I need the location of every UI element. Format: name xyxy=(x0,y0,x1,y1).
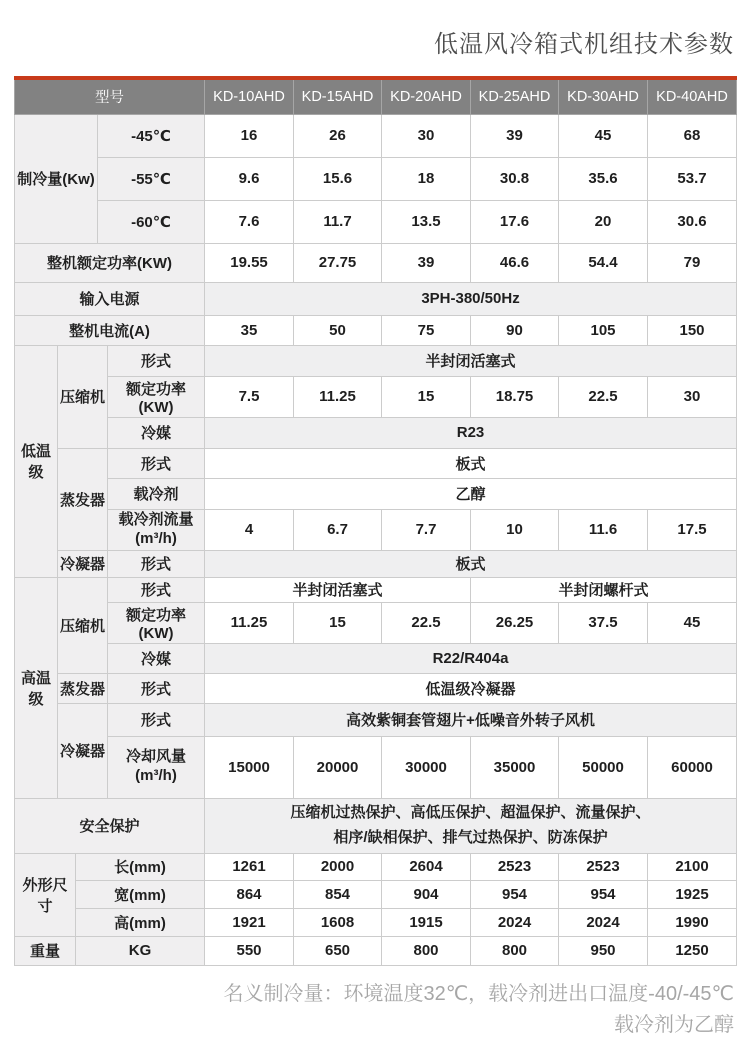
width-label: 宽(mm) xyxy=(76,880,205,908)
high-condenser-label: 冷凝器 xyxy=(58,703,108,798)
value-cell: 2100 xyxy=(648,853,737,880)
value-cell: 1250 xyxy=(648,936,737,965)
spec-table xyxy=(14,76,737,966)
value-cell: 39 xyxy=(471,114,559,157)
coolant-flow-label: 载冷剂流量(m³/h) xyxy=(108,509,205,550)
value-cell: 45 xyxy=(559,114,648,157)
value-cell: 1925 xyxy=(648,880,737,908)
value-cell: 13.5 xyxy=(382,200,471,243)
value-cell: 2024 xyxy=(471,908,559,936)
page-title: 低温风冷箱式机组技术参数 xyxy=(434,31,734,58)
value-cell: 35 xyxy=(205,315,294,345)
table-row xyxy=(15,157,737,200)
table-row xyxy=(15,798,737,853)
value-cell: 11.7 xyxy=(294,200,382,243)
value-cell: 30 xyxy=(382,114,471,157)
value-cell: 854 xyxy=(294,880,382,908)
model-column-label: 型号 xyxy=(15,78,205,114)
value-cell: 15.6 xyxy=(294,157,382,200)
value-cell: 954 xyxy=(559,880,648,908)
weight-label: 重量 xyxy=(15,936,76,965)
value-cell: 60000 xyxy=(648,736,737,798)
form-label: 形式 xyxy=(108,673,205,703)
table-row xyxy=(15,736,737,798)
rated-power-sub-label: 额定功率(KW) xyxy=(108,602,205,643)
form-label: 形式 xyxy=(108,703,205,736)
value-cell: 19.55 xyxy=(205,243,294,282)
form-label: 形式 xyxy=(108,577,205,602)
value-cell: 1261 xyxy=(205,853,294,880)
current-label: 整机电流(A) xyxy=(15,315,205,345)
safety-line1: 压缩机过热保护、高低压保护、超温保护、流量保护、 xyxy=(290,803,651,821)
value-cell: 7.6 xyxy=(205,200,294,243)
value-cell: 11.25 xyxy=(294,376,382,417)
value-cell: 90 xyxy=(471,315,559,345)
high-compressor-form-right: 半封闭螺杆式 xyxy=(471,577,737,602)
value-cell: 27.75 xyxy=(294,243,382,282)
coolant-label: 载冷剂 xyxy=(108,478,205,509)
high-stage-label: 高温级 xyxy=(15,577,58,798)
dimensions-label: 外形尺寸 xyxy=(15,853,76,936)
table-row xyxy=(15,853,737,880)
value-cell: 11.25 xyxy=(205,602,294,643)
value-cell: 53.7 xyxy=(648,157,737,200)
airflow-label: 冷却风量(m³/h) xyxy=(108,736,205,798)
table-row xyxy=(15,509,737,550)
value-cell: 30.6 xyxy=(648,200,737,243)
value-cell: 800 xyxy=(382,936,471,965)
table-row xyxy=(15,880,737,908)
form-label: 形式 xyxy=(108,448,205,478)
value-cell: 17.5 xyxy=(648,509,737,550)
value-cell: 650 xyxy=(294,936,382,965)
low-condenser-label: 冷凝器 xyxy=(58,550,108,577)
table-row xyxy=(15,315,737,345)
value-cell: 2000 xyxy=(294,853,382,880)
table-row xyxy=(15,577,737,602)
value-cell: 550 xyxy=(205,936,294,965)
model-header-cell: KD-25AHD xyxy=(471,78,559,114)
temp-label: -60℃ xyxy=(98,200,205,243)
refrigerant-label: 冷媒 xyxy=(108,643,205,673)
value-cell: 2024 xyxy=(559,908,648,936)
power-supply-label: 输入电源 xyxy=(15,282,205,315)
table-row xyxy=(15,908,737,936)
value-cell: 79 xyxy=(648,243,737,282)
model-header-cell: KD-20AHD xyxy=(382,78,471,114)
value-cell: 18.75 xyxy=(471,376,559,417)
high-condenser-form-value: 高效紫铜套管翅片+低噪音外转子风机 xyxy=(205,703,737,736)
value-cell: 4 xyxy=(205,509,294,550)
value-cell: 30000 xyxy=(382,736,471,798)
value-cell: 7.5 xyxy=(205,376,294,417)
model-header-cell: KD-30AHD xyxy=(559,78,648,114)
value-cell: 22.5 xyxy=(559,376,648,417)
safety-value xyxy=(205,798,737,853)
model-header-cell: KD-40AHD xyxy=(648,78,737,114)
value-cell: 75 xyxy=(382,315,471,345)
temp-label: -45℃ xyxy=(98,114,205,157)
safety-label: 安全保护 xyxy=(15,798,205,853)
value-cell: 39 xyxy=(382,243,471,282)
table-row xyxy=(15,602,737,643)
value-cell: 10 xyxy=(471,509,559,550)
value-cell: 1921 xyxy=(205,908,294,936)
table-row xyxy=(15,673,737,703)
value-cell: 2523 xyxy=(471,853,559,880)
high-refrigerant-value: R22/R404a xyxy=(205,643,737,673)
table-row xyxy=(15,114,737,157)
low-compressor-form-value: 半封闭活塞式 xyxy=(205,345,737,376)
value-cell: 26 xyxy=(294,114,382,157)
refrigerant-label: 冷媒 xyxy=(108,417,205,448)
value-cell: 800 xyxy=(471,936,559,965)
value-cell: 6.7 xyxy=(294,509,382,550)
value-cell: 15000 xyxy=(205,736,294,798)
value-cell: 150 xyxy=(648,315,737,345)
footnote-line1: 名义制冷量：环境温度32℃，载冷剂进出口温度-40/-45℃ xyxy=(223,982,734,1005)
table-row xyxy=(15,243,737,282)
value-cell: 2604 xyxy=(382,853,471,880)
low-stage-label: 低温级 xyxy=(15,345,58,577)
value-cell: 954 xyxy=(471,880,559,908)
value-cell: 30.8 xyxy=(471,157,559,200)
rated-power-label: 整机额定功率(KW) xyxy=(15,243,205,282)
table-row xyxy=(15,936,737,965)
high-compressor-form-left: 半封闭活塞式 xyxy=(205,577,471,602)
footnote-line2: 载冷剂为乙醇 xyxy=(614,1013,734,1036)
safety-line2: 相序/缺相保护、排气过热保护、防冻保护 xyxy=(333,828,608,846)
rated-power-sub-label: 额定功率(KW) xyxy=(108,376,205,417)
low-condenser-form-value: 板式 xyxy=(205,550,737,577)
low-evaporator-form-value: 板式 xyxy=(205,448,737,478)
value-cell: 1990 xyxy=(648,908,737,936)
value-cell: 30 xyxy=(648,376,737,417)
power-supply-value: 3PH-380/50Hz xyxy=(205,282,737,315)
value-cell: 20000 xyxy=(294,736,382,798)
low-compressor-label: 压缩机 xyxy=(58,345,108,448)
model-header-cell: KD-15AHD xyxy=(294,78,382,114)
form-label: 形式 xyxy=(108,345,205,376)
table-row xyxy=(15,345,737,376)
high-evaporator-label: 蒸发器 xyxy=(58,673,108,703)
table-row xyxy=(15,376,737,417)
value-cell: 16 xyxy=(205,114,294,157)
table-row xyxy=(15,550,737,577)
low-evaporator-label: 蒸发器 xyxy=(58,448,108,550)
table-row xyxy=(15,282,737,315)
temp-label: -55℃ xyxy=(98,157,205,200)
value-cell: 68 xyxy=(648,114,737,157)
cooling-capacity-label: 制冷量(Kw) xyxy=(15,114,98,243)
value-cell: 26.25 xyxy=(471,602,559,643)
value-cell: 22.5 xyxy=(382,602,471,643)
low-refrigerant-value: R23 xyxy=(205,417,737,448)
weight-unit-label: KG xyxy=(76,936,205,965)
table-row xyxy=(15,417,737,448)
value-cell: 50000 xyxy=(559,736,648,798)
height-label: 高(mm) xyxy=(76,908,205,936)
value-cell: 864 xyxy=(205,880,294,908)
high-compressor-label: 压缩机 xyxy=(58,577,108,673)
value-cell: 17.6 xyxy=(471,200,559,243)
value-cell: 15 xyxy=(382,376,471,417)
length-label: 长(mm) xyxy=(76,853,205,880)
value-cell: 20 xyxy=(559,200,648,243)
value-cell: 37.5 xyxy=(559,602,648,643)
coolant-value: 乙醇 xyxy=(205,478,737,509)
value-cell: 45 xyxy=(648,602,737,643)
form-label: 形式 xyxy=(108,550,205,577)
table-row xyxy=(15,643,737,673)
table-row xyxy=(15,703,737,736)
value-cell: 15 xyxy=(294,602,382,643)
value-cell: 9.6 xyxy=(205,157,294,200)
value-cell: 1915 xyxy=(382,908,471,936)
table-row xyxy=(15,200,737,243)
value-cell: 46.6 xyxy=(471,243,559,282)
value-cell: 7.7 xyxy=(382,509,471,550)
value-cell: 950 xyxy=(559,936,648,965)
value-cell: 35000 xyxy=(471,736,559,798)
table-row xyxy=(15,478,737,509)
value-cell: 54.4 xyxy=(559,243,648,282)
value-cell: 105 xyxy=(559,315,648,345)
footnote xyxy=(14,979,734,1041)
value-cell: 35.6 xyxy=(559,157,648,200)
high-evaporator-form-value: 低温级冷凝器 xyxy=(205,673,737,703)
value-cell: 50 xyxy=(294,315,382,345)
table-header-row xyxy=(15,78,737,114)
value-cell: 1608 xyxy=(294,908,382,936)
value-cell: 904 xyxy=(382,880,471,908)
table-row xyxy=(15,448,737,478)
model-header-cell: KD-10AHD xyxy=(205,78,294,114)
value-cell: 2523 xyxy=(559,853,648,880)
value-cell: 11.6 xyxy=(559,509,648,550)
value-cell: 18 xyxy=(382,157,471,200)
